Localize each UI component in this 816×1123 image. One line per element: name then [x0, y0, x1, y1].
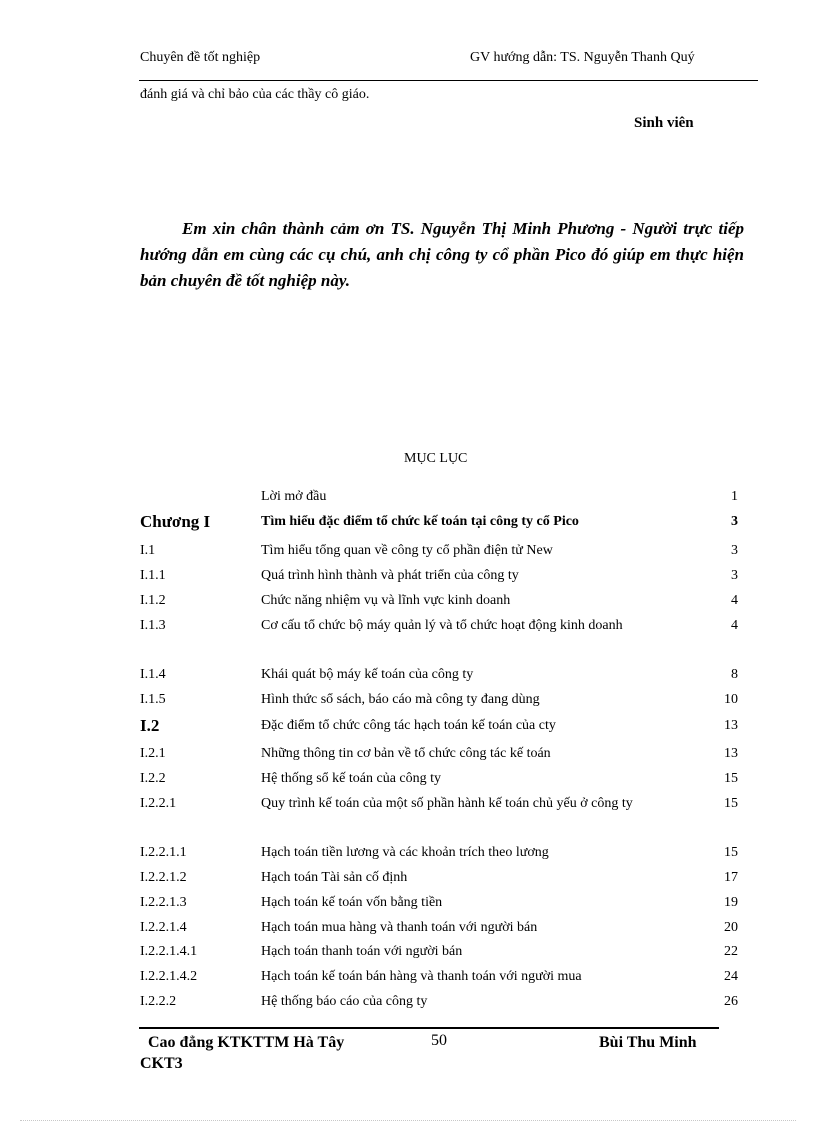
- toc-text: Hạch toán thanh toán với người bán: [261, 944, 463, 959]
- toc-text: Hình thức sổ sách, báo cáo mà công ty đang dùng: [261, 692, 540, 707]
- toc-page: 26: [724, 994, 738, 1009]
- toc-text: Chức năng nhiệm vụ và lĩnh vực kinh doanh: [261, 593, 511, 608]
- toc-page: 13: [724, 718, 738, 733]
- footer-author: Bùi Thu Minh: [599, 1034, 697, 1051]
- toc-text: Hạch toán kế toán vốn bằng tiền: [261, 895, 443, 910]
- toc-text: Tìm hiểu đặc điểm tổ chức kế toán tại công ty cổ Pico: [261, 514, 579, 529]
- toc-page: 15: [724, 796, 738, 811]
- toc-number: I.1.3: [140, 618, 166, 633]
- toc-page: 8: [731, 667, 738, 682]
- acknowledgement-paragraph: Em xin chân thành cảm ơn TS. Nguyễn Thị Minh Phương - Người trực tiếp hướng dẫn em cùng các cụ chú, anh chị công ty cổ phần Pico đó giúp em thực hiện bản chuyên đề tốt nghiệp này.: [140, 219, 744, 290]
- toc-text: Hạch toán Tài sản cố định: [261, 870, 408, 885]
- footer-divider: [139, 1027, 719, 1029]
- footer-class: CKT3: [140, 1055, 183, 1072]
- toc-page: 10: [724, 692, 738, 707]
- toc-number: Chương I: [140, 512, 211, 531]
- toc-text: Hạch toán mua hàng và thanh toán với người bán: [261, 920, 538, 935]
- toc-page: 22: [724, 944, 738, 959]
- toc-text: Hệ thống sổ kế toán của công ty: [261, 771, 442, 786]
- toc-page: 3: [731, 543, 738, 558]
- toc-text: Hạch toán kế toán bán hàng và thanh toán với người mua: [261, 969, 582, 984]
- toc-page: 15: [724, 845, 738, 860]
- toc-number: I.2.2.1.4: [140, 920, 187, 935]
- toc-number: I.2.1: [140, 746, 166, 761]
- toc-title: MỤC LỤC: [404, 451, 468, 466]
- toc-text: Cơ cấu tổ chức bộ máy quản lý và tổ chức hoạt động kinh doanh: [261, 618, 623, 633]
- footer-school: Cao đẳng KTKTTM Hà Tây: [148, 1034, 345, 1051]
- toc-page: 15: [724, 771, 738, 786]
- toc-number: I.2.2.1.1: [140, 845, 187, 860]
- header-left: Chuyên đề tốt nghiệp: [140, 50, 261, 65]
- header-divider: [139, 80, 758, 81]
- toc-number: I.2.2.1.4.2: [140, 969, 198, 984]
- toc-number: I.1.5: [140, 692, 166, 707]
- toc-page: 4: [731, 593, 738, 608]
- toc-page: 3: [731, 568, 738, 583]
- toc-page: 19: [724, 895, 738, 910]
- toc-text: Những thông tin cơ bản về tổ chức công tác kế toán: [261, 746, 551, 761]
- signature-label: Sinh viên: [634, 115, 694, 131]
- toc-number: I.1.2: [140, 593, 166, 608]
- toc-number: I.2.2.1.3: [140, 895, 187, 910]
- toc-text: Đặc điểm tổ chức công tác hạch toán kế toán của cty: [261, 718, 556, 733]
- toc-number: I.2.2.1: [140, 796, 177, 811]
- header-right: GV hướng dẫn: TS. Nguyễn Thanh Quý: [470, 50, 695, 65]
- toc-text: Hạch toán tiền lương và các khoản trích theo lương: [261, 845, 549, 860]
- toc-text: Hệ thống báo cáo của công ty: [261, 994, 428, 1009]
- page-edge-divider: [20, 1120, 796, 1121]
- toc-number: I.2.2.2: [140, 994, 177, 1009]
- toc-page: 3: [731, 514, 738, 529]
- page-number: 50: [431, 1032, 447, 1049]
- toc-text: Quá trình hình thành và phát triển của công ty: [261, 568, 519, 583]
- toc-text: Lời mở đầu: [261, 489, 327, 504]
- toc-number: I.1.4: [140, 667, 166, 682]
- toc-page: 13: [724, 746, 738, 761]
- toc-number: I.2.2: [140, 771, 166, 786]
- intro-line: đánh giá và chỉ bảo của các thầy cô giáo.: [140, 87, 370, 102]
- toc-page: 24: [724, 969, 738, 984]
- toc-number: I.2: [140, 716, 160, 735]
- toc-number: I.2.2.1.2: [140, 870, 187, 885]
- toc-page: 17: [724, 870, 738, 885]
- toc-page: 4: [731, 618, 738, 633]
- toc-number: I.2.2.1.4.1: [140, 944, 198, 959]
- toc-page: 1: [731, 489, 738, 504]
- toc-number: I.1.1: [140, 568, 166, 583]
- toc-text: Tìm hiểu tổng quan về công ty cổ phần điện tử New: [261, 543, 553, 558]
- toc-text: Khái quát bộ máy kế toán của công ty: [261, 667, 474, 682]
- toc-page: 20: [724, 920, 738, 935]
- toc-text: Quy trình kế toán của một số phần hành kế toán chủ yếu ở công ty: [261, 796, 633, 811]
- toc-number: I.1: [140, 543, 156, 558]
